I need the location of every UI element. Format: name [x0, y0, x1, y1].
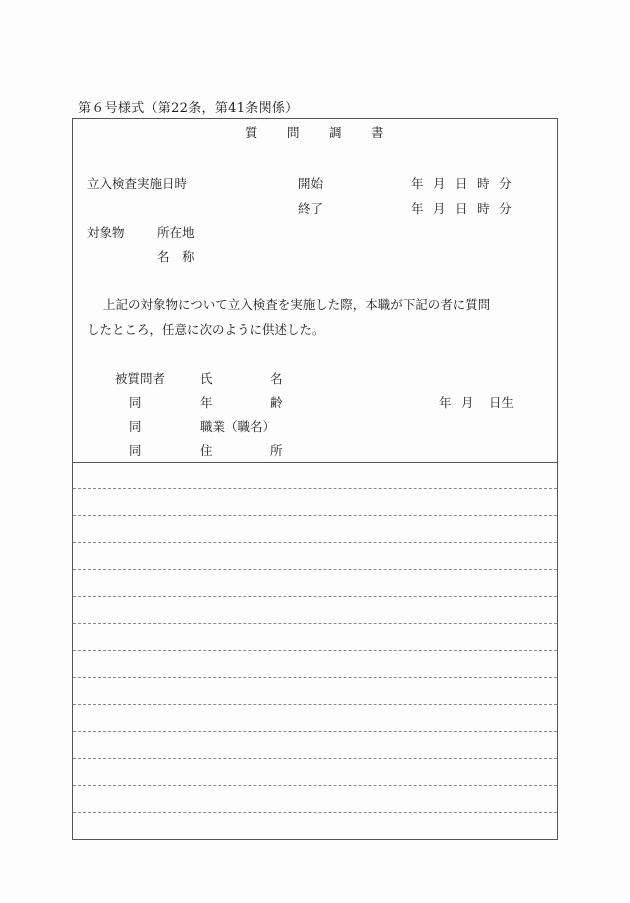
hour-unit: 時	[477, 201, 490, 216]
facility-name-label: 名 称	[157, 249, 195, 264]
name-label-a: 氏	[200, 371, 213, 386]
title-char: 問	[287, 125, 300, 140]
end-label: 終了	[298, 201, 324, 216]
minute-unit: 分	[499, 176, 512, 191]
day-unit: 日	[455, 176, 468, 191]
ruled-line	[73, 704, 557, 705]
ruled-line	[73, 596, 557, 597]
ruled-line	[73, 515, 557, 516]
year-unit: 年	[439, 395, 452, 410]
ruled-line	[73, 812, 557, 813]
section-divider	[73, 462, 557, 463]
year-unit: 年	[411, 176, 424, 191]
inspection-datetime-label: 立入検査実施日時	[87, 176, 188, 191]
ruled-line	[73, 731, 557, 732]
minute-unit: 分	[499, 201, 512, 216]
hour-unit: 時	[477, 176, 490, 191]
month-unit: 月	[433, 201, 446, 216]
location-label: 所在地	[157, 225, 195, 240]
document-title	[245, 123, 413, 141]
month-unit: 月	[433, 176, 446, 191]
same-mark: 同	[129, 395, 142, 410]
end-datetime-fields[interactable]	[411, 199, 521, 217]
start-label: 開始	[298, 176, 324, 191]
ruled-line	[73, 758, 557, 759]
occupation-label: 職業（職名）	[200, 419, 276, 434]
ruled-line	[73, 623, 557, 624]
name-label-b: 名	[270, 371, 283, 386]
day-born-unit: 日生	[489, 395, 515, 410]
same-mark: 同	[129, 443, 142, 458]
statement-line-2: したところ，任意に次のように供述した。	[87, 322, 325, 337]
start-datetime-fields[interactable]	[411, 174, 521, 192]
ruled-line	[73, 650, 557, 651]
same-mark: 同	[129, 419, 142, 434]
ruled-line	[73, 677, 557, 678]
title-char: 質	[245, 125, 258, 140]
day-unit: 日	[455, 201, 468, 216]
month-unit: 月	[461, 395, 474, 410]
statement-line-1: 上記の対象物について立入検査を実施した際，本職が下記の者に質問	[103, 297, 491, 312]
ruled-line	[73, 569, 557, 570]
year-unit: 年	[411, 201, 424, 216]
birth-date-fields[interactable]	[439, 393, 514, 411]
questioning-record-form	[72, 118, 558, 840]
title-char: 調	[329, 125, 342, 140]
ruled-line	[73, 542, 557, 543]
respondent-label: 被質問者	[115, 371, 166, 386]
address-label-a: 住	[200, 443, 213, 458]
address-label-b: 所	[270, 443, 283, 458]
target-label: 対象物	[87, 225, 125, 240]
ruled-line	[73, 785, 557, 786]
age-label-b: 齢	[270, 395, 283, 410]
form-number-header: 第６号様式（第22条，第41条関係）	[78, 101, 299, 116]
ruled-line	[73, 488, 557, 489]
title-char: 書	[371, 125, 384, 140]
age-label-a: 年	[200, 395, 213, 410]
